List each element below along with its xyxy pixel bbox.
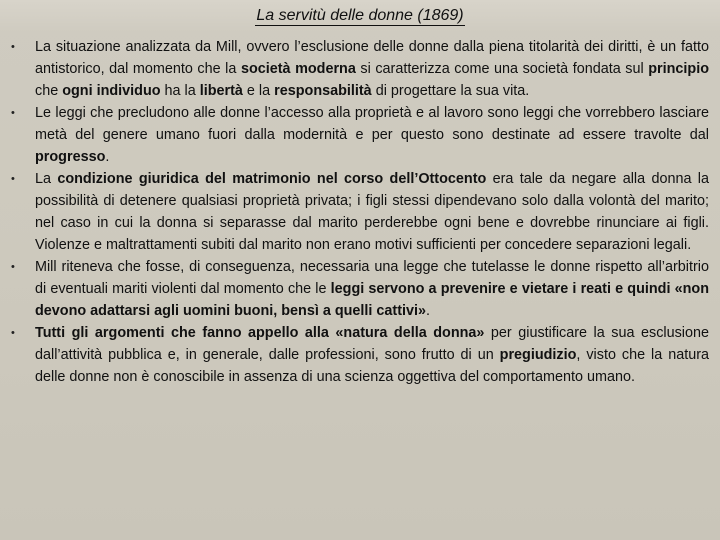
bullet-item bbox=[0, 322, 720, 388]
text-segment: che bbox=[35, 83, 63, 99]
bold-text-segment: Tutti gli argomenti che fanno appello alla «natura della donna» bbox=[35, 325, 485, 341]
bold-text-segment: libertà bbox=[199, 83, 243, 99]
bullet-text bbox=[35, 256, 709, 322]
text-segment: era tale da negare alla donna la possibilità di detenere qualsiasi proprietà privata; i figli stessi dipendevano solo dalla volontà del marito; nel caso in cui la donna si separasse dal marito perderebbe ogni bene e dovrebbe rinunciare ai figli. Violenze e maltrattamenti subiti dal marito non erano motivi sufficienti per concedere separazioni legali. bbox=[35, 171, 709, 253]
bold-text-segment: progresso bbox=[35, 149, 106, 165]
bold-text-segment: società moderna bbox=[240, 61, 356, 77]
text-segment: si caratterizza come una società fondata sul bbox=[355, 61, 649, 77]
bold-text-segment: ogni individuo bbox=[62, 83, 161, 99]
text-segment: La bbox=[35, 171, 58, 187]
text-segment: Le leggi che precludono alle donne l’accesso alla proprietà e al lavoro sono leggi che vorrebbero lasciare metà del genere umano fuori dalla modernità e per questo sono destinate ad essere travolte dal bbox=[35, 105, 709, 143]
text-segment: per giustificare la sua esclusione dall’attività pubblica e, in generale, dalle professioni, sono frutto di un bbox=[35, 325, 709, 363]
text-segment: La situazione analizzata da Mill, ovvero l’esclusione delle donne dalla piena titolarità dei diritti, è un fatto antistorico, dal momento che la bbox=[35, 39, 709, 77]
title-bar bbox=[0, 0, 720, 32]
bold-text-segment: leggi servono a prevenire e vietare i reati e quindi «non devono adattarsi agli uomini buoni, bensì a quelli cattivi» bbox=[35, 281, 709, 319]
bullet-text bbox=[35, 168, 709, 256]
text-segment: . bbox=[105, 149, 110, 165]
bullet-point-icon: • bbox=[11, 173, 15, 185]
bold-text-segment: pregiudizio bbox=[499, 347, 577, 363]
bullet-point-icon: • bbox=[11, 107, 15, 119]
bullet-text bbox=[35, 322, 709, 388]
text-segment: ha la bbox=[160, 83, 200, 99]
bullet-list bbox=[0, 36, 720, 388]
bullet-point-icon: • bbox=[11, 261, 15, 273]
bullet-text bbox=[35, 36, 709, 102]
slide-title: La servitù delle donne (1869) bbox=[256, 7, 464, 24]
bullet-text bbox=[35, 102, 709, 168]
text-segment: . bbox=[426, 303, 431, 319]
bullet-item bbox=[0, 256, 720, 322]
text-segment: e la bbox=[242, 83, 275, 99]
text-segment: , visto che la natura delle donne non è conoscibile in assenza di una scienza oggettiva del comportamento umano. bbox=[35, 347, 709, 385]
text-segment: di progettare la sua vita. bbox=[371, 83, 530, 99]
bold-text-segment: condizione giuridica del matrimonio nel corso dell’Ottocento bbox=[57, 171, 487, 187]
bold-text-segment: principio bbox=[648, 61, 709, 77]
bullet-item bbox=[0, 36, 720, 102]
bullet-point-icon: • bbox=[11, 41, 15, 53]
bullet-item bbox=[0, 102, 720, 168]
bullet-point-icon: • bbox=[11, 327, 15, 339]
bold-text-segment: responsabilità bbox=[274, 83, 372, 99]
text-segment: Mill riteneva che fosse, di conseguenza, necessaria una legge che tutelasse le donne rispetto all’arbitrio di eventuali mariti violenti dal momento che le bbox=[35, 259, 709, 297]
bullet-item bbox=[0, 168, 720, 256]
